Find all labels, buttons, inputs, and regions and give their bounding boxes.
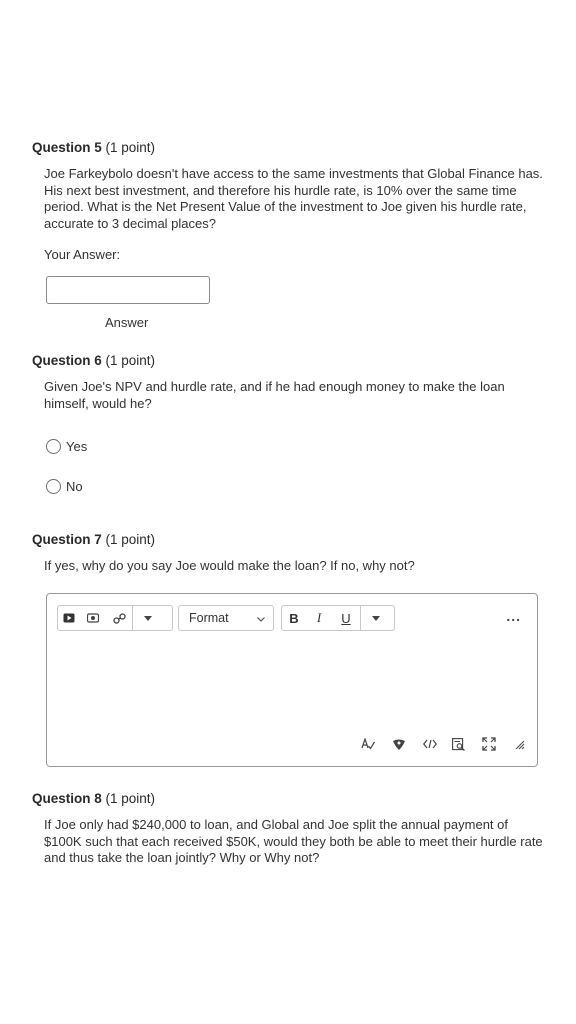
video-icon[interactable] — [58, 606, 80, 630]
editor-status-bar — [47, 736, 537, 754]
image-icon[interactable] — [80, 606, 106, 630]
radio-no[interactable] — [46, 479, 61, 494]
more-options-button[interactable]: ... — [506, 608, 521, 624]
question-6-points: (1 point) — [105, 353, 156, 368]
format-label: Format — [189, 611, 229, 625]
option-yes[interactable] — [46, 439, 87, 454]
link-icon[interactable] — [106, 606, 132, 630]
source-code-icon[interactable] — [422, 736, 438, 752]
insert-toolbar-group — [57, 605, 173, 631]
accessibility-checker-icon[interactable] — [391, 736, 407, 752]
option-yes-label: Yes — [66, 439, 88, 454]
question-8-heading — [32, 791, 155, 806]
resize-handle-icon[interactable] — [511, 736, 527, 752]
fullscreen-icon[interactable] — [481, 736, 497, 752]
answer-caption: Answer — [105, 315, 149, 330]
question-6-text: Given Joe's NPV and hurdle rate, and if he had enough money to make the loan himself, would he? — [44, 379, 505, 411]
insert-caret-down-icon[interactable] — [133, 606, 163, 630]
style-toolbar-group — [281, 605, 395, 631]
question-8-points: (1 point) — [105, 791, 156, 806]
question-7-heading — [32, 532, 155, 547]
preview-icon[interactable] — [451, 736, 467, 752]
question-8-text: If Joe only had $240,000 to loan, and Global and Joe split the annual payment of $100K such that each received $50K, would they both be able to meet their hurdle rate and thus take the loan jointly? Why or Why not? — [44, 817, 543, 865]
question-7-text: If yes, why do you say Joe would make the loan? If no, why not? — [44, 558, 415, 573]
option-no[interactable] — [46, 479, 83, 494]
question-5-points: (1 point) — [105, 140, 156, 155]
option-no-label: No — [66, 479, 83, 494]
question-7-title: Question 7 — [32, 532, 102, 547]
style-caret-down-icon[interactable] — [361, 606, 391, 630]
underline-button[interactable]: U — [341, 610, 351, 626]
question-5-title: Question 5 — [32, 140, 102, 155]
bold-button[interactable]: B — [289, 610, 299, 626]
question-7-points: (1 point) — [105, 532, 156, 547]
your-answer-label: Your Answer: — [44, 247, 121, 262]
radio-yes[interactable] — [46, 439, 61, 454]
question-5-heading — [32, 140, 155, 155]
rich-text-editor[interactable] — [46, 593, 538, 767]
chevron-down-icon — [257, 611, 265, 625]
italic-button[interactable]: I — [316, 610, 322, 625]
question-6-title: Question 6 — [32, 353, 102, 368]
answer-input[interactable] — [46, 276, 210, 304]
question-5-text: Joe Farkeybolo doesn't have access to the same investments that Global Finance has. His next best investment, and therefore his hurdle rate, is 10% over the same time period. What is the Net Present Value of the investment to Joe given his hurdle rate, accurate to 3 decimal places? — [44, 166, 543, 231]
question-6-heading — [32, 353, 155, 368]
question-8-title: Question 8 — [32, 791, 102, 806]
format-select[interactable] — [178, 605, 274, 631]
spellcheck-icon[interactable] — [360, 736, 376, 752]
